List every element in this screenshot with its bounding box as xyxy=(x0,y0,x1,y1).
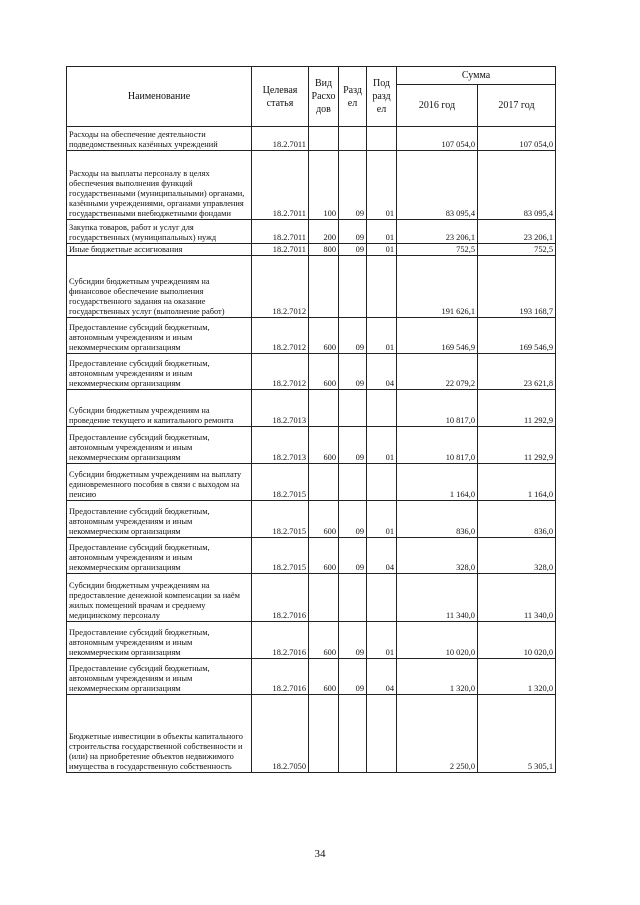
row-expense-type: 200 xyxy=(309,220,339,244)
row-subsection: 01 xyxy=(367,151,397,220)
row-name: Расходы на обеспечение деятельности подведомственных казённых учреждений xyxy=(67,127,252,151)
row-name: Предоставление субсидий бюджетным, автономным учреждениям и иным некоммерческим организациям xyxy=(67,622,252,659)
row-amount-2017: 836,0 xyxy=(478,501,556,538)
table-body xyxy=(67,127,556,773)
row-target: 18.2.7050 xyxy=(252,695,309,773)
row-subsection: 04 xyxy=(367,538,397,574)
row-subsection: 01 xyxy=(367,318,397,354)
row-section: 09 xyxy=(339,318,367,354)
table-row xyxy=(67,220,556,244)
table-row xyxy=(67,127,556,151)
row-subsection xyxy=(367,464,397,501)
row-amount-2017: 1 164,0 xyxy=(478,464,556,501)
row-name: Субсидии бюджетным учреждениям на финансовое обеспечение выполнения государственного задания на оказание государственных услуг (выполнение работ) xyxy=(67,256,252,318)
header-subsection: Под разд ел xyxy=(367,67,397,127)
row-subsection: 01 xyxy=(367,622,397,659)
table-row xyxy=(67,151,556,220)
row-amount-2016: 191 626,1 xyxy=(397,256,478,318)
row-amount-2017: 1 320,0 xyxy=(478,659,556,695)
row-name: Предоставление субсидий бюджетным, автономным учреждениям и иным некоммерческим организациям xyxy=(67,354,252,390)
table-row xyxy=(67,464,556,501)
row-amount-2017: 11 340,0 xyxy=(478,574,556,622)
row-name: Субсидии бюджетным учреждениям на выплату единовременного пособия в связи с выходом на пенсию xyxy=(67,464,252,501)
row-name: Иные бюджетные ассигнования xyxy=(67,244,252,256)
row-amount-2016: 23 206,1 xyxy=(397,220,478,244)
row-target: 18.2.7015 xyxy=(252,501,309,538)
row-expense-type xyxy=(309,695,339,773)
table-row xyxy=(67,622,556,659)
row-amount-2016: 752,5 xyxy=(397,244,478,256)
row-subsection xyxy=(367,127,397,151)
row-amount-2017: 11 292,9 xyxy=(478,390,556,427)
table-row xyxy=(67,574,556,622)
row-amount-2017: 5 305,1 xyxy=(478,695,556,773)
row-section xyxy=(339,574,367,622)
row-section xyxy=(339,127,367,151)
row-target: 18.2.7016 xyxy=(252,659,309,695)
row-target: 18.2.7015 xyxy=(252,464,309,501)
row-amount-2017: 169 546,9 xyxy=(478,318,556,354)
row-target: 18.2.7011 xyxy=(252,151,309,220)
row-amount-2016: 1 164,0 xyxy=(397,464,478,501)
budget-table xyxy=(66,66,556,773)
row-subsection: 04 xyxy=(367,659,397,695)
page-number: 34 xyxy=(314,848,326,860)
row-amount-2017: 83 095,4 xyxy=(478,151,556,220)
header-section: Разд ел xyxy=(339,67,367,127)
header-target: Целевая статья xyxy=(252,67,309,127)
table-row xyxy=(67,318,556,354)
row-target: 18.2.7011 xyxy=(252,244,309,256)
row-expense-type: 600 xyxy=(309,538,339,574)
row-amount-2016: 10 817,0 xyxy=(397,390,478,427)
row-expense-type xyxy=(309,127,339,151)
row-section: 09 xyxy=(339,244,367,256)
row-target: 18.2.7011 xyxy=(252,220,309,244)
row-amount-2016: 328,0 xyxy=(397,538,478,574)
table-row xyxy=(67,427,556,464)
row-amount-2017: 23 206,1 xyxy=(478,220,556,244)
row-section: 09 xyxy=(339,354,367,390)
row-name: Расходы на выплаты персоналу в целях обеспечения выполнения функций государственными (муниципальными) органами, казёнными учреждениями, органами управления государственными внебюджетными фондами xyxy=(67,151,252,220)
row-amount-2017: 11 292,9 xyxy=(478,427,556,464)
row-amount-2017: 752,5 xyxy=(478,244,556,256)
row-amount-2016: 169 546,9 xyxy=(397,318,478,354)
row-section: 09 xyxy=(339,220,367,244)
row-expense-type: 800 xyxy=(309,244,339,256)
row-name: Предоставление субсидий бюджетным, автономным учреждениям и иным некоммерческим организациям xyxy=(67,538,252,574)
row-expense-type: 600 xyxy=(309,427,339,464)
row-subsection: 01 xyxy=(367,501,397,538)
row-amount-2017: 10 020,0 xyxy=(478,622,556,659)
table-row xyxy=(67,538,556,574)
row-subsection: 01 xyxy=(367,220,397,244)
row-section: 09 xyxy=(339,151,367,220)
row-amount-2017: 328,0 xyxy=(478,538,556,574)
table-row xyxy=(67,256,556,318)
row-amount-2017: 107 054,0 xyxy=(478,127,556,151)
header-sum: Сумма xyxy=(397,67,556,85)
row-section xyxy=(339,390,367,427)
row-amount-2017: 193 168,7 xyxy=(478,256,556,318)
row-amount-2016: 11 340,0 xyxy=(397,574,478,622)
header-expense-type: Вид Расхо дов xyxy=(309,67,339,127)
row-expense-type xyxy=(309,390,339,427)
row-expense-type: 600 xyxy=(309,354,339,390)
row-target: 18.2.7012 xyxy=(252,354,309,390)
row-amount-2016: 83 095,4 xyxy=(397,151,478,220)
row-subsection xyxy=(367,390,397,427)
row-expense-type xyxy=(309,464,339,501)
row-amount-2016: 1 320,0 xyxy=(397,659,478,695)
table-row xyxy=(67,501,556,538)
row-subsection xyxy=(367,256,397,318)
header-year-2017: 2017 год xyxy=(478,85,556,127)
row-name: Субсидии бюджетным учреждениям на предоставление денежной компенсации за наём жилых помещений врачам и среднему медицинскому персоналу xyxy=(67,574,252,622)
row-name: Субсидии бюджетным учреждениям на проведение текущего и капитального ремонта xyxy=(67,390,252,427)
row-subsection xyxy=(367,695,397,773)
row-name: Бюджетные инвестиции в объекты капитального строительства государственной собственности и (или) на приобретение объектов недвижимого имущества в государственную собственность xyxy=(67,695,252,773)
row-section xyxy=(339,464,367,501)
row-target: 18.2.7015 xyxy=(252,538,309,574)
row-target: 18.2.7016 xyxy=(252,622,309,659)
table-row xyxy=(67,390,556,427)
row-expense-type: 600 xyxy=(309,659,339,695)
row-amount-2016: 10 817,0 xyxy=(397,427,478,464)
row-target: 18.2.7013 xyxy=(252,390,309,427)
table-row xyxy=(67,695,556,773)
row-amount-2016: 2 250,0 xyxy=(397,695,478,773)
row-target: 18.2.7012 xyxy=(252,318,309,354)
table-row xyxy=(67,354,556,390)
row-subsection: 01 xyxy=(367,427,397,464)
row-target: 18.2.7011 xyxy=(252,127,309,151)
row-section: 09 xyxy=(339,622,367,659)
row-target: 18.2.7016 xyxy=(252,574,309,622)
row-name: Предоставление субсидий бюджетным, автономным учреждениям и иным некоммерческим организациям xyxy=(67,427,252,464)
row-name: Предоставление субсидий бюджетным, автономным учреждениям и иным некоммерческим организациям xyxy=(67,659,252,695)
row-section: 09 xyxy=(339,427,367,464)
row-section xyxy=(339,256,367,318)
row-amount-2016: 836,0 xyxy=(397,501,478,538)
row-subsection: 04 xyxy=(367,354,397,390)
row-expense-type: 100 xyxy=(309,151,339,220)
row-amount-2016: 107 054,0 xyxy=(397,127,478,151)
table-row xyxy=(67,244,556,256)
header-year-2016: 2016 год xyxy=(397,85,478,127)
row-expense-type: 600 xyxy=(309,622,339,659)
table-row xyxy=(67,659,556,695)
row-amount-2016: 22 079,2 xyxy=(397,354,478,390)
row-section: 09 xyxy=(339,538,367,574)
row-expense-type: 600 xyxy=(309,501,339,538)
row-section: 09 xyxy=(339,659,367,695)
row-expense-type xyxy=(309,574,339,622)
row-subsection xyxy=(367,574,397,622)
row-section: 09 xyxy=(339,501,367,538)
row-name: Закупка товаров, работ и услуг для государственных (муниципальных) нужд xyxy=(67,220,252,244)
row-name: Предоставление субсидий бюджетным, автономным учреждениям и иным некоммерческим организациям xyxy=(67,318,252,354)
row-name: Предоставление субсидий бюджетным, автономным учреждениям и иным некоммерческим организациям xyxy=(67,501,252,538)
header-name: Наименование xyxy=(67,67,252,127)
row-amount-2017: 23 621,8 xyxy=(478,354,556,390)
row-expense-type xyxy=(309,256,339,318)
row-target: 18.2.7012 xyxy=(252,256,309,318)
row-expense-type: 600 xyxy=(309,318,339,354)
row-amount-2016: 10 020,0 xyxy=(397,622,478,659)
row-subsection: 01 xyxy=(367,244,397,256)
row-section xyxy=(339,695,367,773)
row-target: 18.2.7013 xyxy=(252,427,309,464)
